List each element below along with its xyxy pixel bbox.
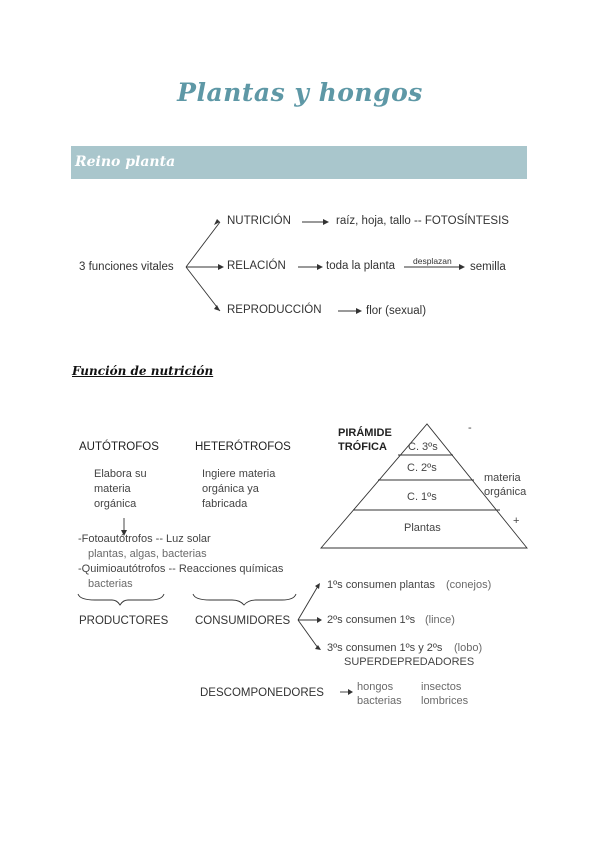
branch-line-1 xyxy=(298,586,318,620)
consumer-3-text: 3ºs consumen 1ºs y 2ºs xyxy=(327,642,443,654)
heterotrofos-heading: HETERÓTROFOS xyxy=(195,441,291,453)
arrowhead-consumer-1 xyxy=(315,583,320,589)
consumer-1-example: (conejos) xyxy=(446,579,492,591)
arrowhead-consumer-2 xyxy=(317,617,322,623)
arrowhead-relacion xyxy=(317,264,323,270)
autotrofos-desc-1: Elabora su xyxy=(94,468,147,480)
pyramid-level-c1: C. 1ºs xyxy=(407,491,437,503)
consumer-2-text: 2ºs consumen 1ºs xyxy=(327,614,416,626)
descomponedores-label: DESCOMPONEDORES xyxy=(200,687,324,699)
pyramid-minus: - xyxy=(468,422,472,434)
arrowhead-branch-nutricion xyxy=(214,219,220,225)
subheading-nutricion: Función de nutrición xyxy=(72,364,214,378)
pyramid-title-2: TRÓFICA xyxy=(338,441,387,453)
function-nutricion: NUTRICIÓN xyxy=(227,215,291,227)
descomponedor-1: hongos xyxy=(357,681,394,693)
arrowhead-branch-relacion xyxy=(218,264,224,270)
pyramid-side-label-2: orgánica xyxy=(484,486,527,498)
page-title: Plantas y hongos xyxy=(177,78,423,107)
function-relacion: RELACIÓN xyxy=(227,260,286,272)
branch-line-nutricion xyxy=(186,222,220,267)
autotrofos-desc-2: materia xyxy=(94,483,131,495)
branch-line-3 xyxy=(298,620,318,648)
arrowhead-branch-reproduccion xyxy=(214,305,220,311)
arrowhead-desplazan xyxy=(459,264,465,270)
relacion-target: semilla xyxy=(470,261,506,273)
superdepredadores-label: SUPERDEPREDADORES xyxy=(344,656,475,668)
nutricion-result: raíz, hoja, tallo -- FOTOSÍNTESIS xyxy=(336,215,509,227)
consumer-1-text: 1ºs consumen plantas xyxy=(327,579,435,591)
productores-label: PRODUCTORES xyxy=(79,615,169,627)
branch-line-reproduccion xyxy=(186,267,220,311)
arrow-label-desplazan: desplazan xyxy=(413,256,452,266)
pyramid-level-c3: C. 3ºs xyxy=(408,441,438,453)
pyramid-level-plantas: Plantas xyxy=(404,522,441,534)
pyramid-plus: + xyxy=(513,515,520,527)
pyramid-side-label-1: materia xyxy=(484,472,521,484)
arrowhead-nutricion xyxy=(323,219,329,225)
arrowhead-reproduccion xyxy=(356,308,362,314)
heterotrofos-desc-1: Ingiere materia xyxy=(202,468,276,480)
consumer-2-example: (lince) xyxy=(425,614,455,626)
autotrofos-desc-3: orgánica xyxy=(94,498,137,510)
fotoautotrofos-examples: plantas, algas, bacterias xyxy=(88,548,207,560)
brace-productores xyxy=(78,594,164,605)
fotoautotrofos-line: -Fotoautótrofos -- Luz solar xyxy=(78,533,211,545)
heterotrofos-desc-2: orgánica ya xyxy=(202,483,259,495)
descomponedor-3: insectos xyxy=(421,681,462,693)
reproduccion-result: flor (sexual) xyxy=(366,305,427,317)
descomponedor-2: bacterias xyxy=(357,695,402,707)
heterotrofos-desc-3: fabricada xyxy=(202,498,248,510)
descomponedor-4: lombrices xyxy=(421,695,469,707)
function-reproduccion: REPRODUCCIÓN xyxy=(227,304,322,316)
autotrofos-heading: AUTÓTROFOS xyxy=(79,441,159,453)
quimioautotrofos-line: -Quimioautótrofos -- Reacciones químicas xyxy=(78,563,284,575)
quimioautotrofos-examples: bacterias xyxy=(88,578,133,590)
pyramid-title-1: PIRÁMIDE xyxy=(338,427,392,439)
relacion-result: toda la planta xyxy=(326,260,396,272)
root-label: 3 funciones vitales xyxy=(79,261,174,273)
consumidores-label: CONSUMIDORES xyxy=(195,615,291,627)
arrowhead-descomponedores xyxy=(348,689,353,695)
section-title: Reino planta xyxy=(75,154,176,170)
brace-consumidores xyxy=(193,594,296,605)
pyramid-level-c2: C. 2ºs xyxy=(407,462,437,474)
consumer-3-example: (lobo) xyxy=(454,642,483,654)
